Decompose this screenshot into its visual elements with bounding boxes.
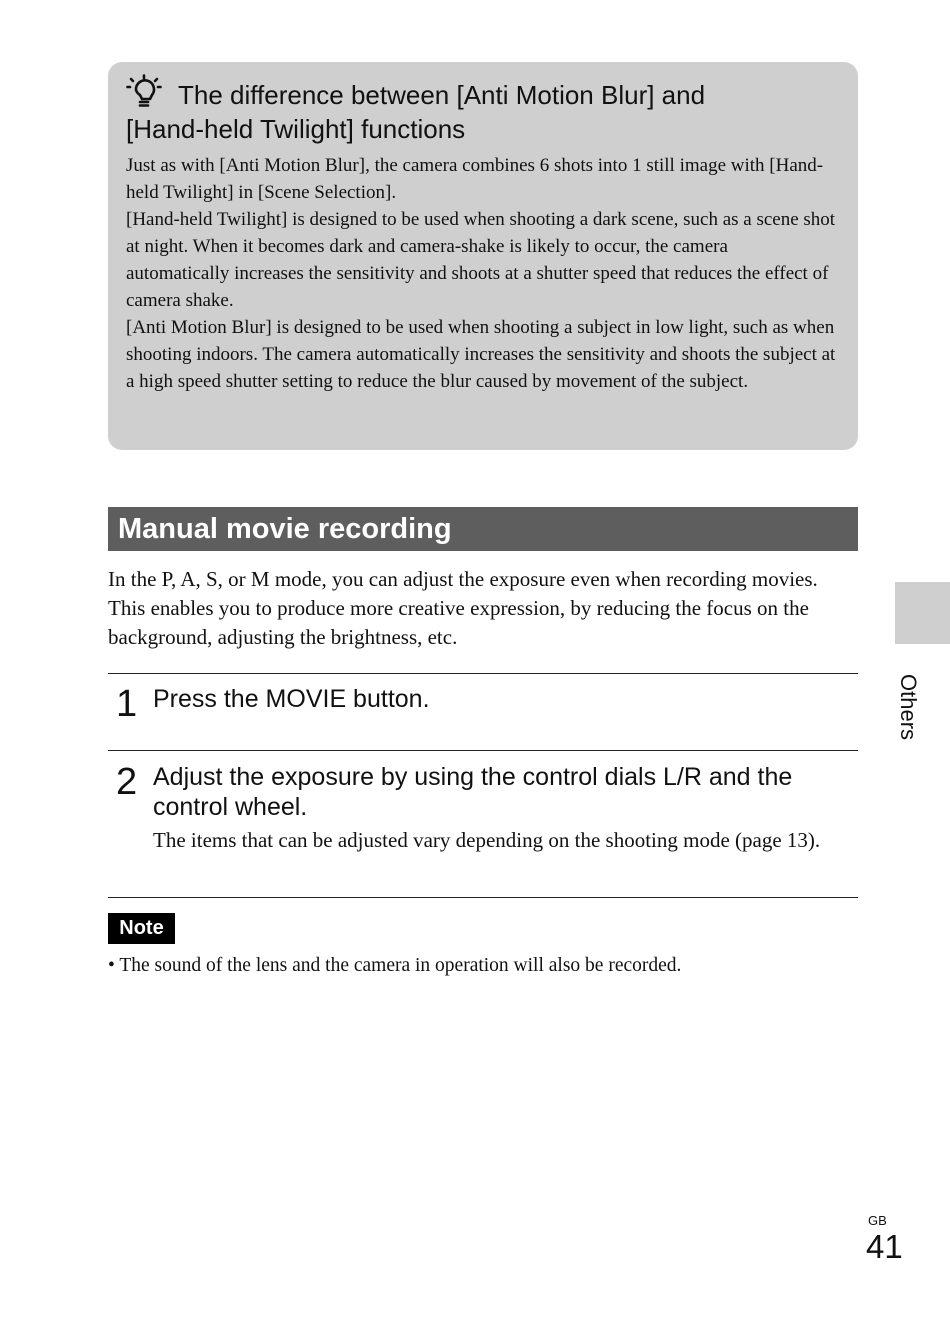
hint-box <box>108 62 858 450</box>
hint-title <box>126 74 836 146</box>
hint-lightbulb-icon <box>126 74 170 110</box>
divider <box>108 750 858 751</box>
note-item: • The sound of the lens and the camera in operation will also be recorded. <box>108 955 682 976</box>
step-title: Adjust the exposure by using the control dials L/R and the control wheel. <box>153 763 793 821</box>
hint-paragraph: [Anti Motion Blur] is designed to be used when shooting a subject in low light, such as when shooting indoors. The camera automatically increases the sensitivity and shoots the subject at a high speed shutter setting to reduce the blur caused by movement of the subject. <box>126 317 836 392</box>
page-region-code: GB <box>868 1213 887 1228</box>
divider <box>108 897 858 898</box>
hint-title-line-1: The difference between [Anti Motion Blur] and <box>178 80 706 110</box>
step-title: Press the MOVIE button. <box>153 685 430 713</box>
hint-title-line-2: [Hand-held Twilight] functions <box>126 114 466 144</box>
section-intro: In the P, A, S, or M mode, you can adjust the exposure even when recording movies. This enables you to produce more creative expression, by reducing the focus on the background, adjusting the brightness, etc. <box>108 567 818 649</box>
note-label: Note <box>108 913 175 944</box>
side-tab <box>895 582 950 644</box>
page-number: 41 <box>866 1228 903 1265</box>
note-item-text: The sound of the lens and the camera in operation will also be recorded. <box>119 955 682 976</box>
hint-paragraph: [Hand-held Twilight] is designed to be used when shooting a dark scene, such as a scene shot at night. When it becomes dark and camera-shake is likely to occur, the camera automatically increases the sensitivity and shoots at a shutter speed that reduces the effect of camera shake. <box>126 209 836 311</box>
section-heading: Manual movie recording <box>108 507 858 551</box>
step-2 <box>108 762 858 855</box>
step-1 <box>108 683 858 725</box>
divider <box>108 673 858 674</box>
side-tab-label: Others <box>896 674 921 741</box>
step-description: The items that can be adjusted vary depending on the shooting mode (page 13). <box>153 828 821 852</box>
step-number: 2 <box>116 761 138 803</box>
step-number: 1 <box>116 683 138 725</box>
hint-paragraph: Just as with [Anti Motion Blur], the camera combines 6 shots into 1 still image with [Hand-held Twilight] in [Scene Selection]. <box>126 155 824 203</box>
